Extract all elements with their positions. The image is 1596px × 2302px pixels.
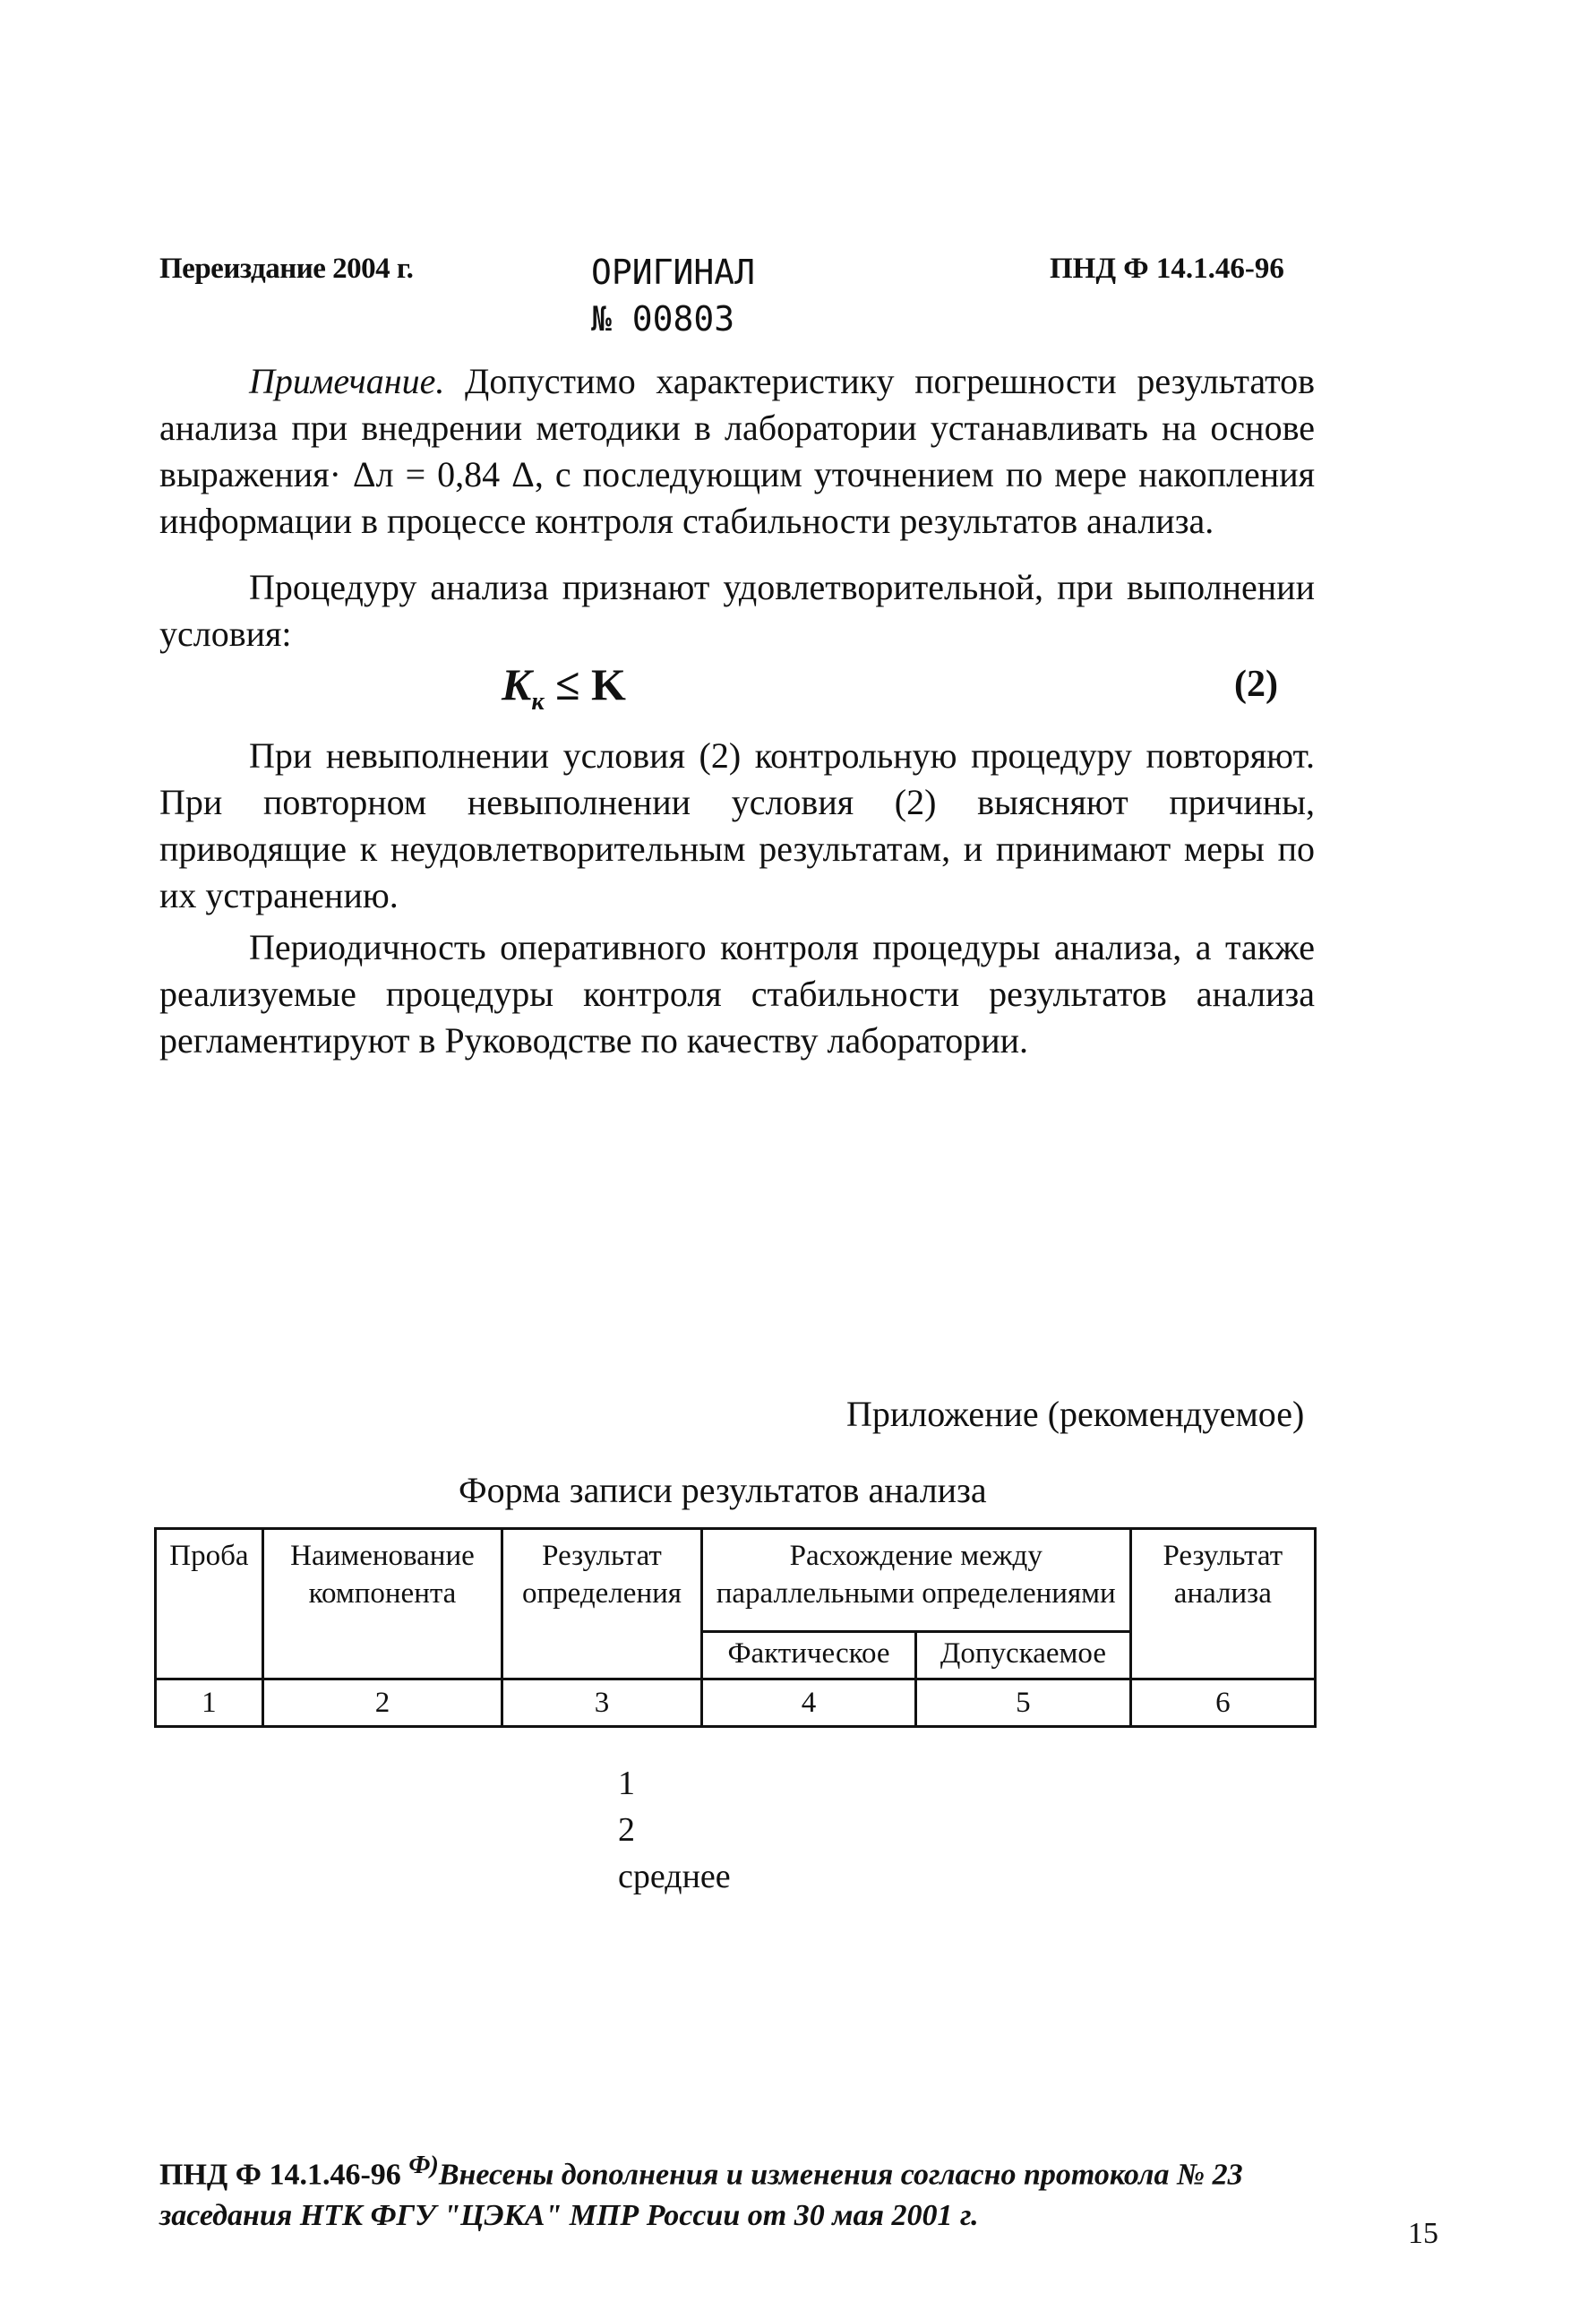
header-discrepancy: Расхождение между параллельными определениями	[701, 1529, 1130, 1632]
stamp-line-2: № 00803	[591, 299, 735, 339]
formula-lhs-subscript: к	[531, 688, 545, 716]
header-component: Наименование компонента	[262, 1529, 502, 1679]
note-text: Допустимо характеристику погрешности результатов анализа при внедрении методики в лаборатории устанавливать на основе выражения· Δл = 0,84 Δ, с последующим уточнением по мере накопления информации в процессе контроля стабильности результатов анализа.	[159, 361, 1315, 541]
formula-lhs: K	[502, 659, 532, 709]
note-paragraph	[159, 358, 1315, 545]
column-number: 3	[502, 1679, 702, 1727]
list-item: 2	[618, 1811, 635, 1849]
column-number: 2	[262, 1679, 502, 1727]
footer-code: ПНД Ф 14.1.46-96	[159, 2158, 401, 2192]
document-code: ПНД Ф 14.1.46-96	[1050, 253, 1284, 285]
table-header-row	[156, 1529, 1316, 1632]
column-number: 5	[916, 1679, 1130, 1727]
list-item: среднее	[618, 1858, 731, 1895]
footer-text: Внесены дополнения и изменения согласно протокола № 23 заседания НТК ФГУ "ЦЭКА" МПР России от 30 мая 2001 г.	[159, 2158, 1243, 2233]
header-actual: Фактическое	[701, 1632, 915, 1679]
original-stamp	[591, 249, 755, 342]
table-row	[156, 1679, 1316, 1727]
header-determination: Результат определения	[502, 1529, 702, 1679]
page-number: 15	[1408, 2217, 1438, 2250]
formula-rhs: ≤ K	[544, 659, 626, 709]
under-table-list	[618, 1760, 731, 1900]
appendix-label: Приложение (рекомендуемое)	[846, 1394, 1305, 1434]
reissue-label: Переиздание 2004 г.	[159, 253, 414, 285]
column-number: 1	[156, 1679, 263, 1727]
periodicity-paragraph: Периодичность оперативного контроля процедуры анализа, а также реализуемые процедуры контроля стабильности результатов анализа регламентируют в Руководстве по качеству лаборатории.	[159, 927, 1315, 1061]
formula	[502, 658, 626, 717]
failure-paragraph: При невыполнении условия (2) контрольную процедуру повторяют. При повторном невыполнении условия (2) выясняют причины, приводящие к неудовлетворительным результатам, и принимают меры по их устранению.	[159, 735, 1315, 915]
column-number: 6	[1130, 1679, 1315, 1727]
note-label: Примечание.	[249, 361, 445, 401]
header-sample: Проба	[156, 1529, 263, 1679]
stamp-line-1: ОРИГИНАЛ	[591, 253, 756, 292]
column-number: 4	[701, 1679, 915, 1727]
footer-note	[159, 2145, 1315, 2237]
formula-number: (2)	[1234, 664, 1278, 705]
results-form-table	[154, 1527, 1317, 1728]
header-result: Результат анализа	[1130, 1529, 1315, 1679]
form-title: Форма записи результатов анализа	[459, 1470, 987, 1510]
condition-paragraph: Процедуру анализа признают удовлетворительной, при выполнении условия:	[159, 567, 1315, 654]
footer-mark: Ф)	[408, 2152, 439, 2179]
list-item: 1	[618, 1765, 635, 1802]
header-allowed: Допускаемое	[916, 1632, 1130, 1679]
